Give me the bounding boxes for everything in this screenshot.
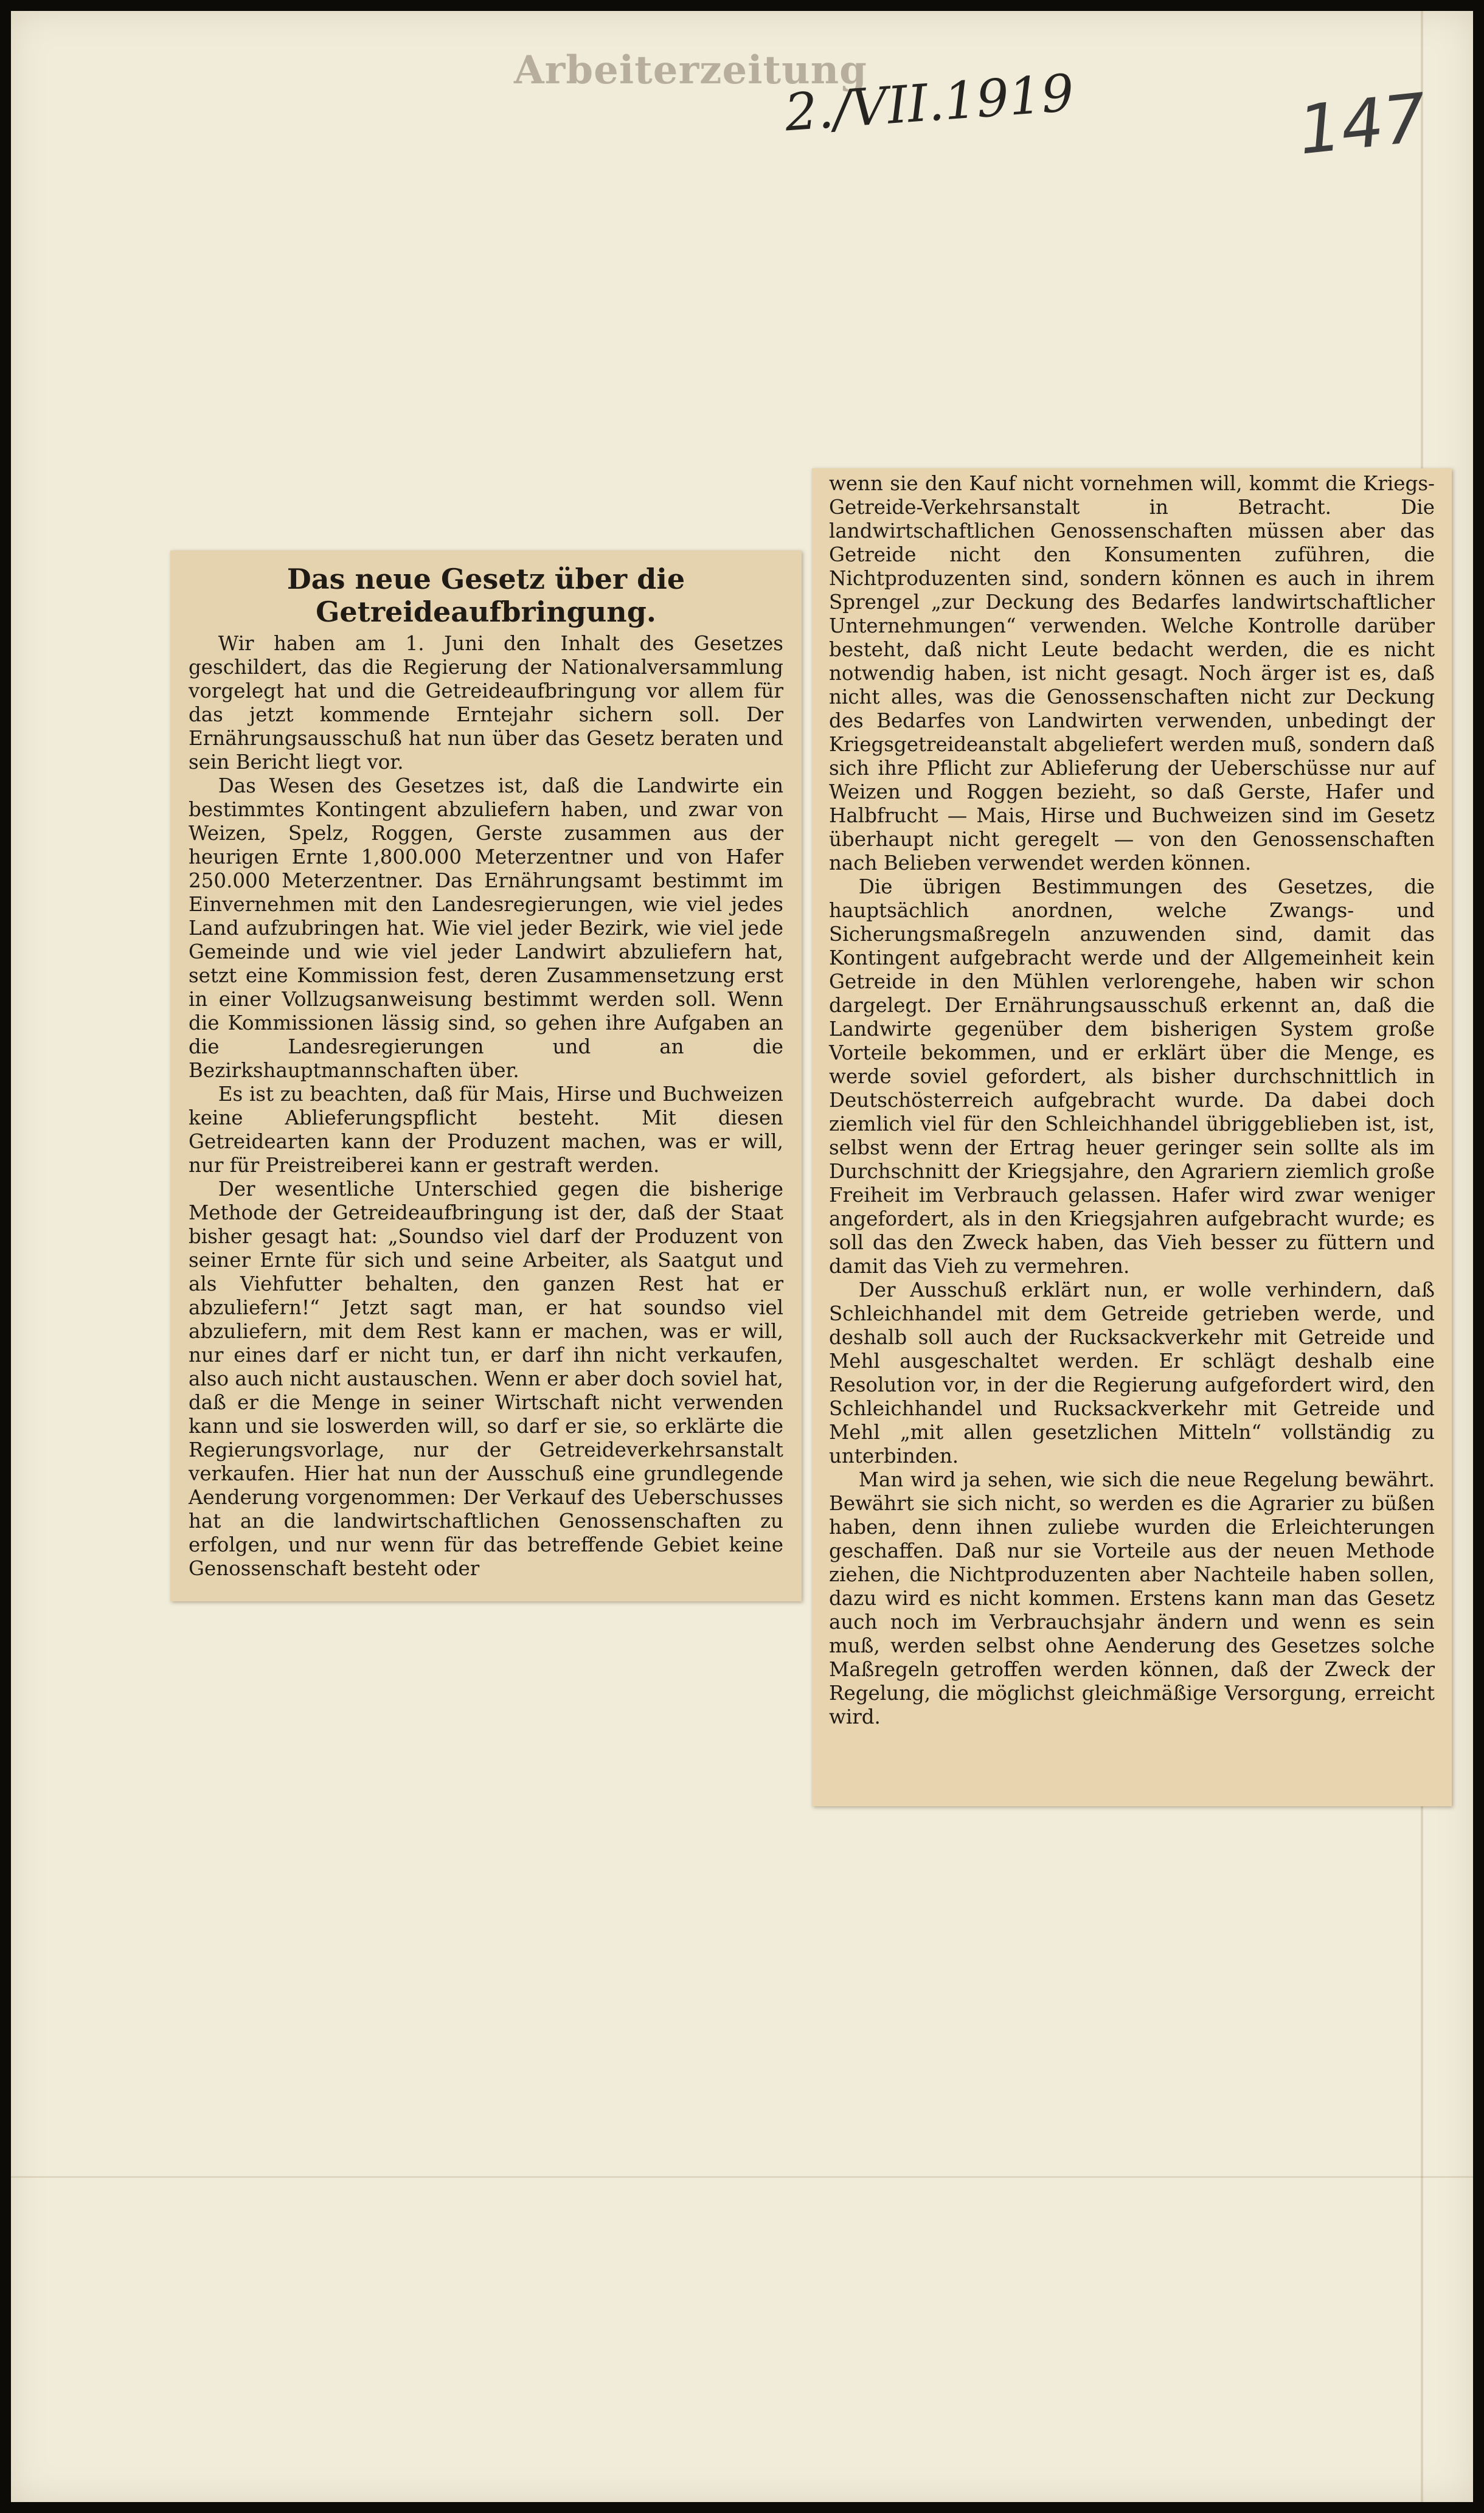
newspaper-stamp: Arbeiterzeitung (514, 47, 867, 93)
right-paragraph-3: Der Ausschuß erklärt nun, er wolle verhindern, daß Schleichhandel mit dem Getreide getrieben werde, und deshalb soll auch der Rucksackverkehr mit Getreide und Mehl ausgeschaltet werden. Er schlägt deshalb eine Resolution vor, in der die Regierung aufgefordert wird, den Schleichhandel und Rucksackverkehr mit Getreide und Mehl „mit allen gesetzlichen Mitteln“ vollständig zu unterbinden. (829, 1278, 1435, 1468)
clipping-right-column (812, 468, 1452, 1806)
right-paragraph-4: Man wird ja sehen, wie sich die neue Regelung bewährt. Bewährt sie sich nicht, so werden es die Agrarier zu büßen haben, denn ihnen zuliebe wurden die Erleichterungen geschaffen. Daß nur sie Vorteile aus der neuen Methode ziehen, die Nichtproduzenten aber Nachteile haben sollen, dazu wird es nicht kommen. Erstens kann man das Gesetz auch noch im Verbrauchsjahr ändern und wenn es sein muß, werden selbst ohne Aenderung des Gesetzes solche Maßregeln getroffen werden können, daß der Zweck der Regelung, die möglichst gleichmäßige Versorgung, erreicht wird. (829, 1468, 1435, 1728)
clipping-left-column (170, 550, 802, 1601)
left-paragraph-4: Der wesentliche Unterschied gegen die bisherige Methode der Getreideaufbringung ist der, daß der Staat bisher gesagt hat: „Soundso viel darf der Produzent von seiner Ernte für sich und seine Arbeiter, als Saatgut und als Viehfutter behalten, den ganzen Rest hat er abzuliefern!“ Jetzt sagt man, er hat soundso viel abzuliefern, mit dem Rest kann er machen, was er will, nur eines darf er nicht tun, er darf ihn nicht verkaufen, also auch nicht austauschen. Wenn er aber doch soviel hat, daß er die Menge in seiner Wirtschaft nicht verwenden kann und sie loswerden will, so darf er sie, so erklärte die Regierungsvorlage, nur der Getreideverkehrsanstalt verkaufen. Hier hat nun der Ausschuß eine grundlegende Aenderung vorgenommen: Der Verkauf des Ueberschusses hat an die landwirtschaftlichen Genossenschaften zu erfolgen, und nur wenn für das betreffende Gebiet keine Genossenschaft besteht oder (189, 1177, 784, 1580)
article-headline: Das neue Gesetz über die Getreideaufbringung. (286, 563, 685, 628)
folio-number: 147 (1294, 78, 1430, 170)
left-paragraph-2: Das Wesen des Gesetzes ist, daß die Landwirte ein bestimmtes Kontingent abzuliefern haben, und zwar von Weizen, Spelz, Roggen, Gerste zusammen aus der heurigen Ernte 1,800.000 Meterzentner und von Hafer 250.000 Meterzentner. Das Ernährungsamt bestimmt im Einvernehmen mit den Landesregierungen, wie viel jedes Land aufzubringen hat. Wie viel jeder Bezirk, wie viel jede Gemeinde und wie viel jeder Landwirt abzuliefern hat, setzt eine Kommission fest, deren Zusammensetzung erst in einer Vollzugsanweisung bestimmt werden soll. Wenn die Kommissionen lässig sind, so gehen ihre Aufgaben an die Landesregierungen und an die Bezirkshauptmannschaften über. (189, 774, 783, 1082)
left-paragraph-1: Wir haben am 1. Juni den Inhalt des Gesetzes geschildert, das die Regierung der Nationalversammlung vorgelegt hat und die Getreideaufbringung vor allem für das jetzt kommende Erntejahr sichern soll. Der Ernährungsausschuß hat nun über das Gesetz beraten und sein Bericht liegt vor. (189, 632, 783, 774)
right-paragraph-2: Die übrigen Bestimmungen des Gesetzes, die hauptsächlich anordnen, welche Zwangs- und Sicherungsmaßregeln anzuwenden sind, damit das Kontingent aufgebracht werde und der Allgemeinheit kein Getreide in den Mühlen verlorengehe, haben wir schon dargelegt. Der Ernährungsausschuß erkennt an, daß die Landwirte gegenüber dem bisherigen System große Vorteile bekommen, und er erklärt über die Menge, es werde soviel gefordert, als bisher durchschnittlich in Deutschösterreich aufgebracht wurde. Da dabei doch ziemlich viel für den Schleichhandel übriggeblieben ist, ist, selbst wenn der Ertrag heuer geringer sein sollte als im Durchschnitt der Kriegsjahre, den Agrariern ziemlich große Freiheit im Verbrauch gelassen. Hafer wird zwar weniger angefordert, als in den Kriegsjahren aufgebracht wurde; es soll das den Zweck haben, das Vieh besser zu füttern und damit das Vieh zu vermehren. (829, 875, 1435, 1278)
handwritten-date: 2./VII.1919 (783, 63, 1076, 143)
left-paragraph-3: Es ist zu beachten, daß für Mais, Hirse und Buchweizen keine Ablieferungspflicht besteht. Mit diesen Getreidearten kann der Produzent machen, was er will, nur für Preistreiberei kann er gestraft werden. (189, 1083, 783, 1177)
right-paragraph-1: wenn sie den Kauf nicht vornehmen will, kommt die Kriegs-Getreide-Verkehrsanstalt in Betracht. Die landwirtschaftlichen Genossenschaften müssen aber das Getreide nicht den Konsumenten zuführen, die Nichtproduzenten sind, sondern können es auch in ihrem Sprengel „zur Deckung des Bedarfes landwirtschaftlicher Unternehmungen“ verwenden. Welche Kontrolle darüber besteht, daß nicht Leute bedacht werden, die es nicht notwendig haben, ist nicht gesagt. Noch ärger ist es, daß nicht alles, was die Genossenschaften nicht zur Deckung des Bedarfes von Landwirten verwenden, unbedingt der Kriegsgetreideanstalt abgeliefert werden muß, sondern daß sich ihre Pflicht zur Ablieferung der Ueberschüsse nur auf Weizen und Roggen bezieht, so daß Gerste, Hafer und Halbfrucht — Mais, Hirse und Buchweizen sind im Gesetz überhaupt nicht geregelt — von den Genossenschaften nach Belieben verwendet werden können. (829, 472, 1435, 875)
sheet-bottom-fold (11, 2176, 1473, 2178)
